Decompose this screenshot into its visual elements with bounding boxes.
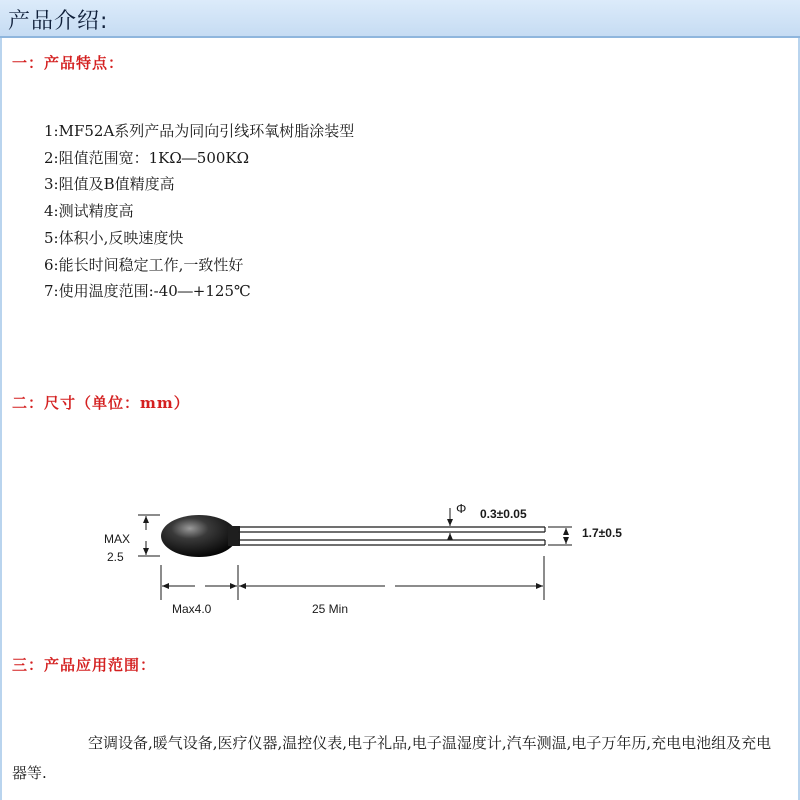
lead-spacing-dimension xyxy=(548,527,572,545)
feature-item: 7:使用温度范围:-40―+125℃ xyxy=(44,282,251,301)
features-heading: 一：产品特点： xyxy=(12,54,125,72)
feature-item: 5:体积小,反映速度快 xyxy=(44,228,184,247)
header-bar xyxy=(0,0,800,38)
dimension-drawing xyxy=(0,490,800,625)
applications-text: 空调设备,暖气设备,医疗仪器,温控仪表,电子礼品,电子温湿度计,汽车测温,电子万年历,充电电池组及充电器等. xyxy=(12,734,772,782)
body-height-label-value: 2.5 xyxy=(107,550,124,564)
left-border xyxy=(0,0,2,800)
thermistor-bead xyxy=(161,515,237,557)
applications-heading: 三：产品应用范围： xyxy=(12,656,157,674)
body-height-label-max: MAX xyxy=(104,532,131,546)
lead-diameter-label: 0.3±0.05 xyxy=(480,507,527,521)
page-title: 产品介绍: xyxy=(8,9,109,34)
phi-symbol: Φ xyxy=(456,501,467,516)
body-height-dimension xyxy=(138,515,160,556)
feature-item: 2:阻值范围宽：1KΩ―500KΩ xyxy=(44,148,250,167)
features-list xyxy=(44,118,354,305)
length-dimension xyxy=(161,556,544,600)
dimensions-heading: 二：尺寸（单位：mm） xyxy=(12,394,190,412)
bead-neck xyxy=(228,526,240,546)
lead-spacing-label: 1.7±0.5 xyxy=(582,526,622,540)
feature-item: 3:阻值及B值精度高 xyxy=(44,175,175,194)
body-length-label: Max4.0 xyxy=(172,602,212,616)
lead-length-label: 25 Min xyxy=(312,602,349,616)
feature-item: 1:MF52A系列产品为同向引线环氧树脂涂装型 xyxy=(44,122,355,140)
feature-item: 4:测试精度高 xyxy=(44,202,134,221)
feature-item: 6:能长时间稳定工作,一致性好 xyxy=(44,255,244,274)
lead-wires xyxy=(238,527,545,545)
